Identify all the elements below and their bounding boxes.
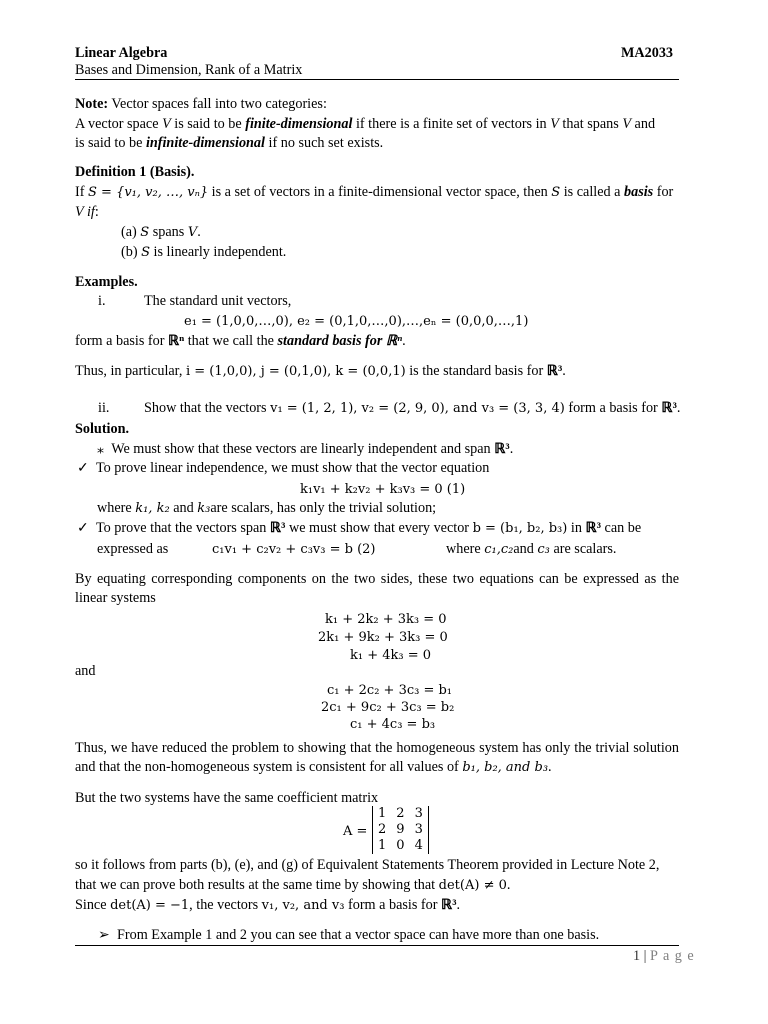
checkmark-icon: ✓ [77,520,89,536]
examples-title: Examples. [75,274,138,290]
header-divider [75,79,679,80]
doc-subtitle: Bases and Dimension, Rank of a Matrix [75,62,303,78]
reduced-paragraph [75,739,679,777]
math-var: V [162,116,171,132]
matrix-label: A = [343,824,368,839]
ijk-vectors: i = (1,0,0), j = (0,1,0), k = (0,0,1) [185,364,406,379]
where-1 [97,499,436,518]
condition-b [121,243,286,262]
since-text [75,896,460,915]
sol-text: To prove that the vectors span [95,520,270,536]
math-var: V [550,116,559,132]
page-word: P a g e [650,948,695,964]
matrix-cell: 1 [378,838,387,853]
matrix-cell: 2 [396,806,405,821]
det-inequality: det(A) ≠ 0 [438,878,507,893]
system-2-row-1: c₁ + 2c₂ + 3c₃ = b₁ [327,683,453,698]
basis-term: basis [624,184,654,200]
def-text: V if [75,204,95,220]
thus-standard-basis: Thus, in particular, i = (1,0,0), j = (0,1,0), k = (0,0,1) is the standard basis for ℝ³. [75,363,566,379]
r3-symbol: ℝ³ [585,520,601,536]
note-text: A vector space [75,116,163,132]
system-2-row-3: c₁ + 4c₃ = b₃ [350,717,436,732]
sol-text: in [567,520,586,536]
finite-dimensional-term: finite-dimensional [245,116,353,132]
r3-symbol: ℝ³ [661,400,677,416]
math-var: k₁, k₂ [135,501,170,516]
note-text: is said to be [75,135,146,151]
standard-unit-vectors: e₁ = (1,0,0,…,0), e₂ = (0,1,0,…,0),…,eₙ = (0,0,0,…,1) [184,314,529,329]
matrix-cell: 3 [414,806,423,821]
note-text: if no such set exists. [264,135,384,151]
sol-text: Since [75,897,111,913]
math-var: S [551,185,561,200]
and-text: and [75,663,96,679]
set-expression: S = {v₁, v₂, …, vₙ} [88,185,209,200]
def-text: is a set of vectors in a finite-dimensional vector space, then [208,184,552,200]
sol-text: where [446,541,485,557]
sol-text: that we can prove both results at the same time by showing that [75,877,439,893]
ex-text: form a basis for [564,400,662,416]
sol-text: We must show that these vectors are linearly independent and span [111,441,495,457]
math-var: k₃ [197,501,211,516]
matrix-cell: 2 [378,822,387,837]
sol-text: . [548,759,552,775]
matrix-cell: 1 [378,806,387,821]
note-line-1 [75,95,327,114]
note-text: that spans [558,116,623,132]
note-text: is said to be [170,116,246,132]
sol-text: From Example 1 and 2 you can see that a vector space can have more than one basis. [116,927,600,943]
condition-a: (a) S spans V. [121,224,201,240]
check-2 [77,519,641,538]
standard-basis-term: standard basis for ℝⁿ [277,333,403,349]
course-title: Linear Algebra [75,45,168,61]
note-line-2 [75,115,655,134]
equating-paragraph: By equating corresponding components on the two sides, these two equations can be expressed as the linear systems [75,571,679,606]
cond-text: spans [149,224,188,240]
page-footer [633,947,695,966]
coefficient-matrix [372,806,429,854]
def-text: If [75,184,88,200]
note-line-3 [75,134,383,153]
det-value: det(A) = −1 [110,898,190,913]
def-text: : [94,204,99,220]
page-number: 1 [633,948,641,964]
footer-divider [75,945,679,946]
definition-line-2 [75,203,99,222]
solution-title: Solution. [75,421,130,437]
math-var: b₁, b₂, and b₃ [462,760,549,775]
example-1-number: i. [98,293,106,309]
math-var: c₃ [537,542,550,557]
sol-text: where [97,500,136,516]
r3-symbol: ℝ³ [440,897,457,913]
arrow-bullet-icon: ➢ [98,927,110,943]
sol-text: are scalars, has only the trivial solution; [210,500,437,516]
rn-symbol: ℝⁿ [167,333,185,349]
example-2-number: ii. [98,400,110,416]
system-1-row-2: 2k₁ + 9k₂ + 3k₃ = 0 [318,630,448,645]
sol-text: , the vectors [189,897,262,913]
cond-text: is linearly independent. [150,244,287,260]
page-separator: | [640,948,651,964]
final-remark [98,926,599,945]
ex-text: form a basis for [75,333,168,349]
sol-text: . [456,897,461,913]
ex-text: . [402,333,406,349]
asterisk-bullet-icon: ⁎ [97,441,105,457]
math-var: S [141,245,150,260]
sol-text: can be [600,520,642,536]
matrix-cell: 3 [414,822,423,837]
r3-symbol: ℝ³ [546,363,563,379]
sol-text: To prove linear independence, we must show that the vector equation [95,460,490,476]
infinite-dimensional-term: infinite-dimensional [145,135,265,151]
system-2-row-2: 2c₁ + 9c₂ + 3c₃ = b₂ [321,700,455,715]
ex-text: is the standard basis for [405,363,547,379]
sol-text: we must show that every vector [285,520,473,536]
sol-text: Thus, we have reduced the problem to showing that the homogeneous system has only the trivial solution and that the non-homogeneous system is consistent for all values of [75,740,679,775]
check-1 [77,459,489,478]
equation-2: c₁v₁ + c₂v₂ + c₃v₃ = b (2) [212,542,376,557]
same-matrix-text: But the two systems have the same coefficient matrix [75,790,379,806]
sol-text: form a basis for [344,897,441,913]
note-label: Note: [75,96,109,112]
vector-b: b = (b₁, b₂, b₃) [472,521,568,536]
math-var: c₁,c₂ [484,542,514,557]
def-text: for [653,184,674,200]
follows-text: so it follows from parts (b), (e), and (g) of Equivalent Statements Theorem provided in Lecture Note 2, [75,857,660,873]
ex-text: Thus, in particular, [75,363,186,379]
note-text: and [631,116,656,132]
system-1-row-3: k₁ + 4k₃ = 0 [350,648,432,663]
prove-text [75,876,510,895]
sol-text: and [513,541,538,557]
cond-label: (a) [121,224,141,240]
cond-label: (b) [121,244,142,260]
matrix-cell: 9 [396,822,405,837]
checkmark-icon: ✓ [77,460,89,476]
bullet-1: ⁎ We must show that these vectors are linearly independent and span ℝ³. [97,441,514,457]
where-2 [446,540,616,559]
matrix-cell: 0 [396,838,405,853]
definition-line-1 [75,183,673,202]
example-vectors: v₁ = (1, 2, 1), v₂ = (2, 9, 0), and v₃ = (3, 3, 4) [270,401,565,416]
math-var: V [622,116,631,132]
math-var: V [187,225,198,240]
r3-symbol: ℝ³ [494,441,510,457]
ex-text: that we call the [184,333,278,349]
expressed-as: expressed as [97,541,169,557]
sol-text: . [506,877,511,893]
def-text: is called a [560,184,625,200]
definition-title: Definition 1 (Basis). [75,164,195,180]
example-1-form [75,332,406,351]
course-code: MA2033 [621,45,674,61]
sol-text: and [169,500,198,516]
matrix-cell: 4 [414,838,423,853]
r3-symbol: ℝ³ [269,520,286,536]
note-text-1: Vector spaces fall into two categories: [111,96,327,112]
note-text: if there is a finite set of vectors in [352,116,551,132]
system-1-row-1: k₁ + 2k₂ + 3k₃ = 0 [325,612,447,627]
example-1-text: The standard unit vectors, [144,293,292,309]
example-2-text: Show that the vectors v₁ = (1, 2, 1), v₂ = (2, 9, 0), and v₃ = (3, 3, 4) form a basis for ℝ³. [144,400,681,416]
ex-text: Show that the vectors [144,400,271,416]
sol-text: are scalars. [549,541,617,557]
basis-vectors: v₁, v₂, and v₃ [261,898,345,913]
math-var: S [140,225,150,240]
equation-1: k₁v₁ + k₂v₂ + k₃v₃ = 0 (1) [300,482,466,497]
